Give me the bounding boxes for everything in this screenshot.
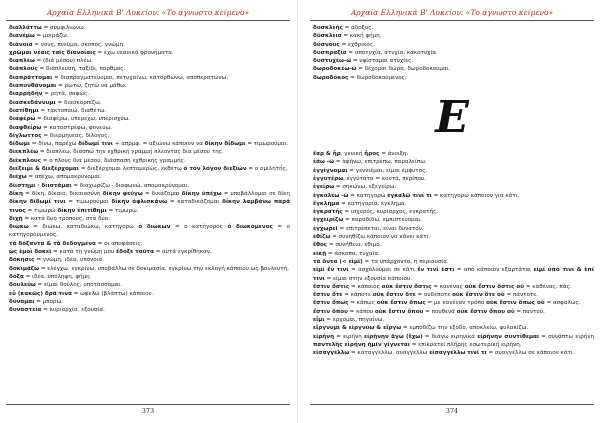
entry-definition: = δέχομαι δώρα, δωροδοκούμαι. [356,66,451,73]
entry-definition: = είμαι στην εξουσία κάποιου. [324,275,412,282]
entry-definition: = ωφελώ (βλάπτω) κάποιον. [71,290,154,297]
entry-term: δουλεύω [9,282,36,289]
glossary-entry [310,266,594,283]
entry-definition: = με κανέναν τρόπο [425,300,487,307]
glossary-entry [6,215,290,223]
entry-definition: = αυτά εγκρίθηκαν. [153,249,212,256]
glossary-entry [310,41,594,49]
entry-definition: = συνηθίζω κάποιον να κάνει κάτι. [330,234,431,241]
entry-definition: = πάντοτε. [504,292,539,299]
entry-definition: = κατά δυο τρόπους, στα δύο. [22,215,110,222]
entry-definition: = μπορώ. [34,298,64,305]
entry-definition: = τιμωρούμαι [65,199,112,206]
glossary-entry [6,82,290,90]
right-page-header: Αρχαία Ελληνικά Β' Λυκείου: «Το άγνωστο κείμενο» [310,8,594,21]
entry-term: ἔν τινί ἐστι [417,267,455,274]
entry-term: τὰ δόξαντα & τὰ δεδογμένα [9,240,96,247]
entry-definition: = κάποιος [349,283,382,290]
entry-definition: = τακτοποιώ, διαθέτω. [38,107,107,114]
entry-definition: = ελέγχω, εγκρίνω, υποβάλλω σε δοκιμασία, εγκρίνω την εκλογή κάποιου ως βουλευτή. [38,265,289,272]
glossary-entry [310,316,594,324]
entry-definition: = αφήνω, επιτρέπω, παραλείπω. [333,159,427,166]
entry-definition: = είμαι δούλος, υποτάσσομαι. [35,282,123,289]
entry-term: διαρρήδην [9,91,43,98]
entry-term: διατίθημι [9,107,39,114]
entry-definition: = ιδέα, υπόληψη, φήμη. [23,273,92,280]
entry-definition: = πουθενά [423,308,457,315]
glossary-entry [310,258,594,266]
glossary-entry [310,32,594,40]
entry-definition: = κακή φήμη. [341,33,382,40]
entry-definition: = τα υπάρχοντα, η περιουσία. [362,258,449,265]
entry-term: ἔθος [313,242,328,249]
entry-term: εἰσαγγέλλω [313,350,350,357]
entry-definition: = συνήθεια, έθιμο. [327,242,382,249]
entry-term: διαφθείρω [9,124,42,131]
glossary-entry [310,291,594,299]
glossary-entry [6,173,290,181]
entry-term: ὁ διωκόμενος [227,224,273,231]
entry-term: ἐγχωρεῖ [313,225,338,232]
glossary-entry [310,74,594,82]
glossary-entry [6,57,290,65]
glossary-entry [6,157,290,165]
entry-term: εἰρήνην συντίθεμαι [477,333,540,340]
entry-term: διαφέρω [9,116,36,123]
entry-definition: = συμφιλιώνω. [41,25,86,31]
entry-term: ἦρος [364,151,380,158]
glossary-entry [6,24,290,32]
entry-definition: = κατηγορώ κάποιον για κάτι. [431,192,520,199]
entry-definition: = καθένας, πάς. [524,283,572,290]
entry-term: ἐγχειρίζω [313,217,344,224]
entry-definition: = (διά μέσου) πλέω. [34,58,93,65]
entry-term: ἐγγυτέρω [313,175,344,182]
entry-term: δύναμαι [9,298,35,305]
glossary-entry [310,216,594,224]
entry-definition: = διάγω ειρηνικά [422,333,478,340]
entry-term: δίδωμι [9,141,31,148]
entry-term: ἐγγίγνομαι [313,167,348,174]
entry-definition: = άνοιξη. [379,151,409,158]
entry-term: εἰμί ἔν τινι [313,267,349,274]
entry-definition: = οι αποφάσεις. [95,240,143,247]
entry-definition: = διερμηνέας, δίλογος. [41,132,110,139]
entry-term: ὁ τὸν λόγον διεξιών [183,166,247,173]
right-entry-list-bottom [310,150,594,357]
entry-definition: = τιμωρούμαι. [245,141,289,148]
entry-definition: = ο πλους δια μέσου, διάσπαση εχθρικής γραμμής. [41,157,186,164]
entry-term: τὰ ὄντα (< εἰμί) [313,258,363,265]
entry-term: διχῇ [9,215,23,222]
glossary-entry [310,208,594,216]
glossary-entry [6,107,290,115]
entry-term: εἴργνυμι & εἰργνύω & εἴργω [313,325,402,332]
entry-definition: = ασχολούμαι σε κάτι [348,267,418,274]
entry-term: διαπλέω [9,58,35,65]
entry-term: εἰσαγγέλλω τινί τι [429,350,487,357]
glossary-entry [310,241,594,249]
glossary-entry [6,298,290,306]
entry-term: δίγλωττος [9,132,42,139]
glossary-entry [310,150,594,158]
entry-term: δωροδοκέω-ῶ [313,66,357,73]
entry-definition: = κάπως [348,300,377,307]
entry-definition: = καταγγέλλω, αναγγέλλω [349,350,430,357]
entry-definition: = ο ομιλητής. [246,166,288,173]
entry-definition: , ἐγγύτατα = κοντά, περίπου. [343,175,426,182]
entry-term: δυσπραξία [313,49,347,56]
glossary-entry [6,240,290,248]
entry-term: ἐθίζω [313,234,331,241]
entry-term: οὐκ ἔστιν ὅτε οὐ [452,292,505,299]
entry-term: ἔστιν ὅστις [313,283,350,290]
glossary-entry [6,273,290,281]
entry-term: διέκπλους [9,157,42,164]
glossary-entry [6,140,290,148]
glossary-entry [6,248,290,256]
entry-term: ἐγείρω [313,184,335,191]
glossary-entry [6,165,290,173]
entry-term: δίκην δίδωμί τινι [9,199,66,206]
entry-definition: = γεννιέμαι, είμαι έμφυτος. [347,167,428,174]
glossary-entry [6,182,290,190]
entry-definition: = ασφαλώς. [544,300,581,307]
glossary-entry [310,250,594,258]
entry-term: δύσκλεια [313,33,342,40]
entry-definition: = γνώμη, ιδέα, υπόνοια. [34,257,105,264]
glossary-entry [310,49,594,57]
entry-definition: = απέχω, απομακρύνομαι. [26,174,102,181]
entry-term: εἰρήνην ἄγω (ἔχω) [363,333,423,340]
entry-term: ἐγκαλῶ τινί τι [387,192,432,199]
entry-term: διάνοια [9,41,33,48]
glossary-entry [6,74,290,82]
left-entry-list [6,24,290,314]
entry-term: ἔστιν ὅτε [313,292,343,299]
glossary-entry [310,183,594,191]
glossary-entry [6,256,290,264]
entry-definition: = άσκοπα, τυχαία. [326,250,380,257]
glossary-entry [310,283,594,291]
entry-definition: = διαφέρω, υπερέχω, υπερισχύω. [35,116,131,123]
entry-definition: = ισχυρός, κυρίαρχος, εγκρατής. [342,209,439,216]
entry-definition: = διαπλέω, διασπώ την εχθρική γραμμή πλέοντας δια μέσου της. [38,149,224,156]
entry-term: δίκην ὑπέχω [181,190,222,197]
entry-definition: = έχω νεανικά φρονήματα. [95,49,174,56]
entry-term: παντελὴς εἰρήνη ἡμῖν γίγνεται [313,341,410,348]
entry-term: δωροδόκος [313,74,349,81]
entry-definition: = ειρήνη [334,333,364,340]
glossary-entry [6,190,290,215]
glossary-entry [6,265,290,273]
entry-term: δίκην ἐπιτίθημι [57,207,107,214]
entry-term: δυσκλεής [313,25,343,31]
right-page-number: 374 [310,404,594,415]
glossary-entry [310,333,594,350]
entry-definition: = διεξέρχομαι λεπτομερώς, εκθέτω [78,166,184,173]
right-entry-list-top [310,24,594,82]
glossary-entry [310,24,594,32]
entry-term: χρῶμαι νέαις ταῖς διανοίαις [9,49,96,56]
entry-definition: = υφίσταμαι ατυχίες. [351,58,414,65]
entry-definition: = παντού. [514,308,545,315]
entry-term: ἐγκαλέω -ῶ [313,192,349,199]
glossary-entry [310,192,594,200]
entry-term: ἐάω -ῶ [313,159,334,166]
entry-definition: = εχθρικός. [339,41,375,48]
entry-term: εἰρήνη [313,333,335,340]
glossary-entry [6,65,290,73]
entry-definition: = διαπραγματεύομαι, πετυχαίνω, κατορθώνω, αποπερατώνω. [52,74,229,81]
entry-term: ἔγκλημα [313,200,340,207]
entry-definition: = σηκώνω, εξεγείρω. [334,184,397,191]
entry-term: εὖ (κακῶς) δρᾶ τινα [9,290,72,297]
glossary-entry [6,148,290,156]
entry-definition: = κατά τη γνώμη μου [51,249,117,256]
entry-definition: + απρμφ. = αξιώνω κάποιον να [113,141,205,148]
entry-definition: = ο κατηγορούμενος. [9,224,291,239]
entry-term: ἔστιν ὅπου [313,308,348,315]
glossary-entry [310,225,594,233]
entry-definition: = διαχωρίζω · διαφωνώ, απομακρύνομαι. [71,182,190,189]
entry-definition: = από κάποιον εξαρτάται [454,267,534,274]
page-gutter [297,0,298,423]
entry-definition: = τιμωρώ [25,207,58,214]
entry-definition: = άδοξος. [342,25,374,31]
entry-definition: = κυριαρχία, εξουσία. [41,307,105,314]
entry-term: εἰμί ὑπό τινι & ἐπί τινι [313,267,594,282]
left-page-header: Αρχαία Ελληνικά Β' Λυκείου: «Το άγνωστο κείμενο» [6,8,290,21]
entry-definition: = δωροδοκούμενος. [348,74,407,81]
entry-definition: = διασκορπίζω. [55,99,102,106]
entry-definition: = κατηγορία, έγκλημα. [339,200,407,207]
entry-term: δόκησις [9,257,35,264]
entry-term: διέξειμι & διεξέρχομαι [9,166,79,173]
entry-term: ἐγκρατής [313,209,343,216]
entry-definition: = καταστρέφω, φονεύω. [41,124,112,131]
entry-term: δίκη [9,190,23,197]
entry-term: οὐκ ἔστιν ὅπου [374,308,424,315]
entry-term: ὁ διώκων [138,224,171,231]
entry-term: δύσνους [313,41,340,48]
entry-definition: = κάπου [347,308,375,315]
glossary-entry [6,41,290,49]
glossary-entry [6,90,290,98]
entry-term: ἔαρ & ἦρ [313,151,341,158]
glossary-entry [6,99,290,107]
entry-term: διώκω [9,224,29,231]
entry-term: οὐκ ἔστιν ὅπου οὐ [456,308,515,315]
entry-definition: = παραδίδω, εμπιστεύομαι. [343,217,423,224]
entry-definition: = ουδέποτε [415,292,453,299]
glossary-entry [310,65,594,73]
entry-definition: = καταδικάζομαι [167,199,223,206]
glossary-entry [310,200,594,208]
entry-definition: = έρχομαι, πηγαίνω. [324,317,385,324]
glossary-entry [6,124,290,132]
entry-definition: = αναγγέλλω σε κάποιον κάτι. [486,350,575,357]
entry-term: ὡς ἐμοὶ δοκεῖ [9,249,52,256]
entry-term: διαλλάττω [9,25,42,31]
glossary-entry [310,233,594,241]
glossary-entry [6,281,290,289]
glossary-entry [6,290,290,298]
entry-term: διάπλους [9,66,38,73]
entry-term: οὐκ ἔστιν ὅστις [381,283,432,290]
entry-definition: = μοιράζω. [34,33,69,40]
entry-term: οὐκ ἔστιν ὅπως οὐ [486,300,545,307]
glossary-entry [310,299,594,307]
entry-term: εἶμι [313,317,325,324]
entry-term: δίιστημι · διιστάμαι [9,182,72,189]
entry-definition: = ο κατήγορος [170,224,228,231]
glossary-entry [310,175,594,183]
glossary-entry [6,132,290,140]
entry-term: ἔστιν ὅπως [313,300,349,307]
glossary-entry [310,158,594,166]
entry-definition: = συνάπτω ειρήνη [539,333,594,340]
glossary-entry [310,308,594,316]
entry-term: διέχω [9,174,27,181]
entry-definition: = κατηγορώ [348,192,388,199]
entry-term: ἔδοξε ταῦτα [116,249,154,256]
entry-definition: = κάποτε [342,292,373,299]
glossary-entry [6,49,290,57]
entry-definition: = ρητά, σαφώς. [42,91,90,98]
entry-term: δυναστεία [9,307,42,314]
entry-term: δίκην δίδωμι [204,141,246,148]
entry-term: δυστυχέω-ῶ [313,58,352,65]
entry-term: δίδωμί τινι [78,141,113,148]
glossary-entry [310,349,594,357]
entry-term: οὐκ ἔστιν ὅτε [372,292,416,299]
entry-definition: = δίνω, παρέχω [30,141,79,148]
entry-definition: = αποτυχία, ατυχία, κακοτυχία. [346,49,438,56]
entry-definition: = δικάζομαι [142,190,182,197]
entry-term: δίκην λαμβάνω παρά τινος [9,199,290,214]
entry-definition: = διώκω, καταδιώκω, κατηγορώ [28,224,139,231]
entry-term: διαπυνθάνομαι [9,83,57,90]
entry-definition: = επιτρέπεται, είναι δυνατόν. [337,225,424,232]
entry-term: δόξα [9,273,24,280]
entry-definition: = εμποδίζω την έξοδο, αποκλείω, φυλακίζω. [401,325,529,332]
entry-term: διανέμω [9,33,35,40]
entry-term: διαπράττομαι [9,74,53,81]
entry-term: διασκεδάννυμι [9,99,56,106]
left-page [6,0,290,423]
glossary-entry [6,32,290,40]
entry-term: δίκην φεύγω [102,190,143,197]
left-page-number: 373 [6,404,290,415]
entry-definition: = νους, πνεύμα, σκοπός, γνώμη. [32,41,125,48]
entry-term: δίκην ὀφλισκάνω [111,199,168,206]
glossary-entry [6,115,290,123]
entry-term: δοκιμάζω [9,265,39,272]
entry-term: εἰκῇ [313,250,327,257]
entry-definition: = κανένας [431,283,465,290]
entry-definition: = τιμωρώ. [106,207,139,214]
entry-term: οὐκ ἔστιν ὅστις οὐ [464,283,525,290]
glossary-entry [6,306,290,314]
right-page [310,0,594,423]
entry-definition: , γενική [340,151,365,158]
entry-definition: = διάπλευση, ταξίδι, πορθμός. [37,66,126,73]
entry-definition: = ρωτώ, ζητώ να μάθω. [56,83,127,90]
section-letter: Ε [435,92,469,144]
entry-definition: = δίκη, δίκαιο, δικαιοσύνη [22,190,103,197]
glossary-entry [6,223,290,240]
entry-term: διεκπλέω [9,149,39,156]
entry-definition: = επικρατεί πλήρης εσωτερική ειρήνη. [409,341,522,348]
glossary-entry [310,57,594,65]
glossary-entry [310,324,594,332]
entry-definition: = υποβάλλομαι σε δίκη [221,190,290,197]
entry-term: οὐκ ἔστιν ὅπως [376,300,426,307]
glossary-entry [310,167,594,175]
